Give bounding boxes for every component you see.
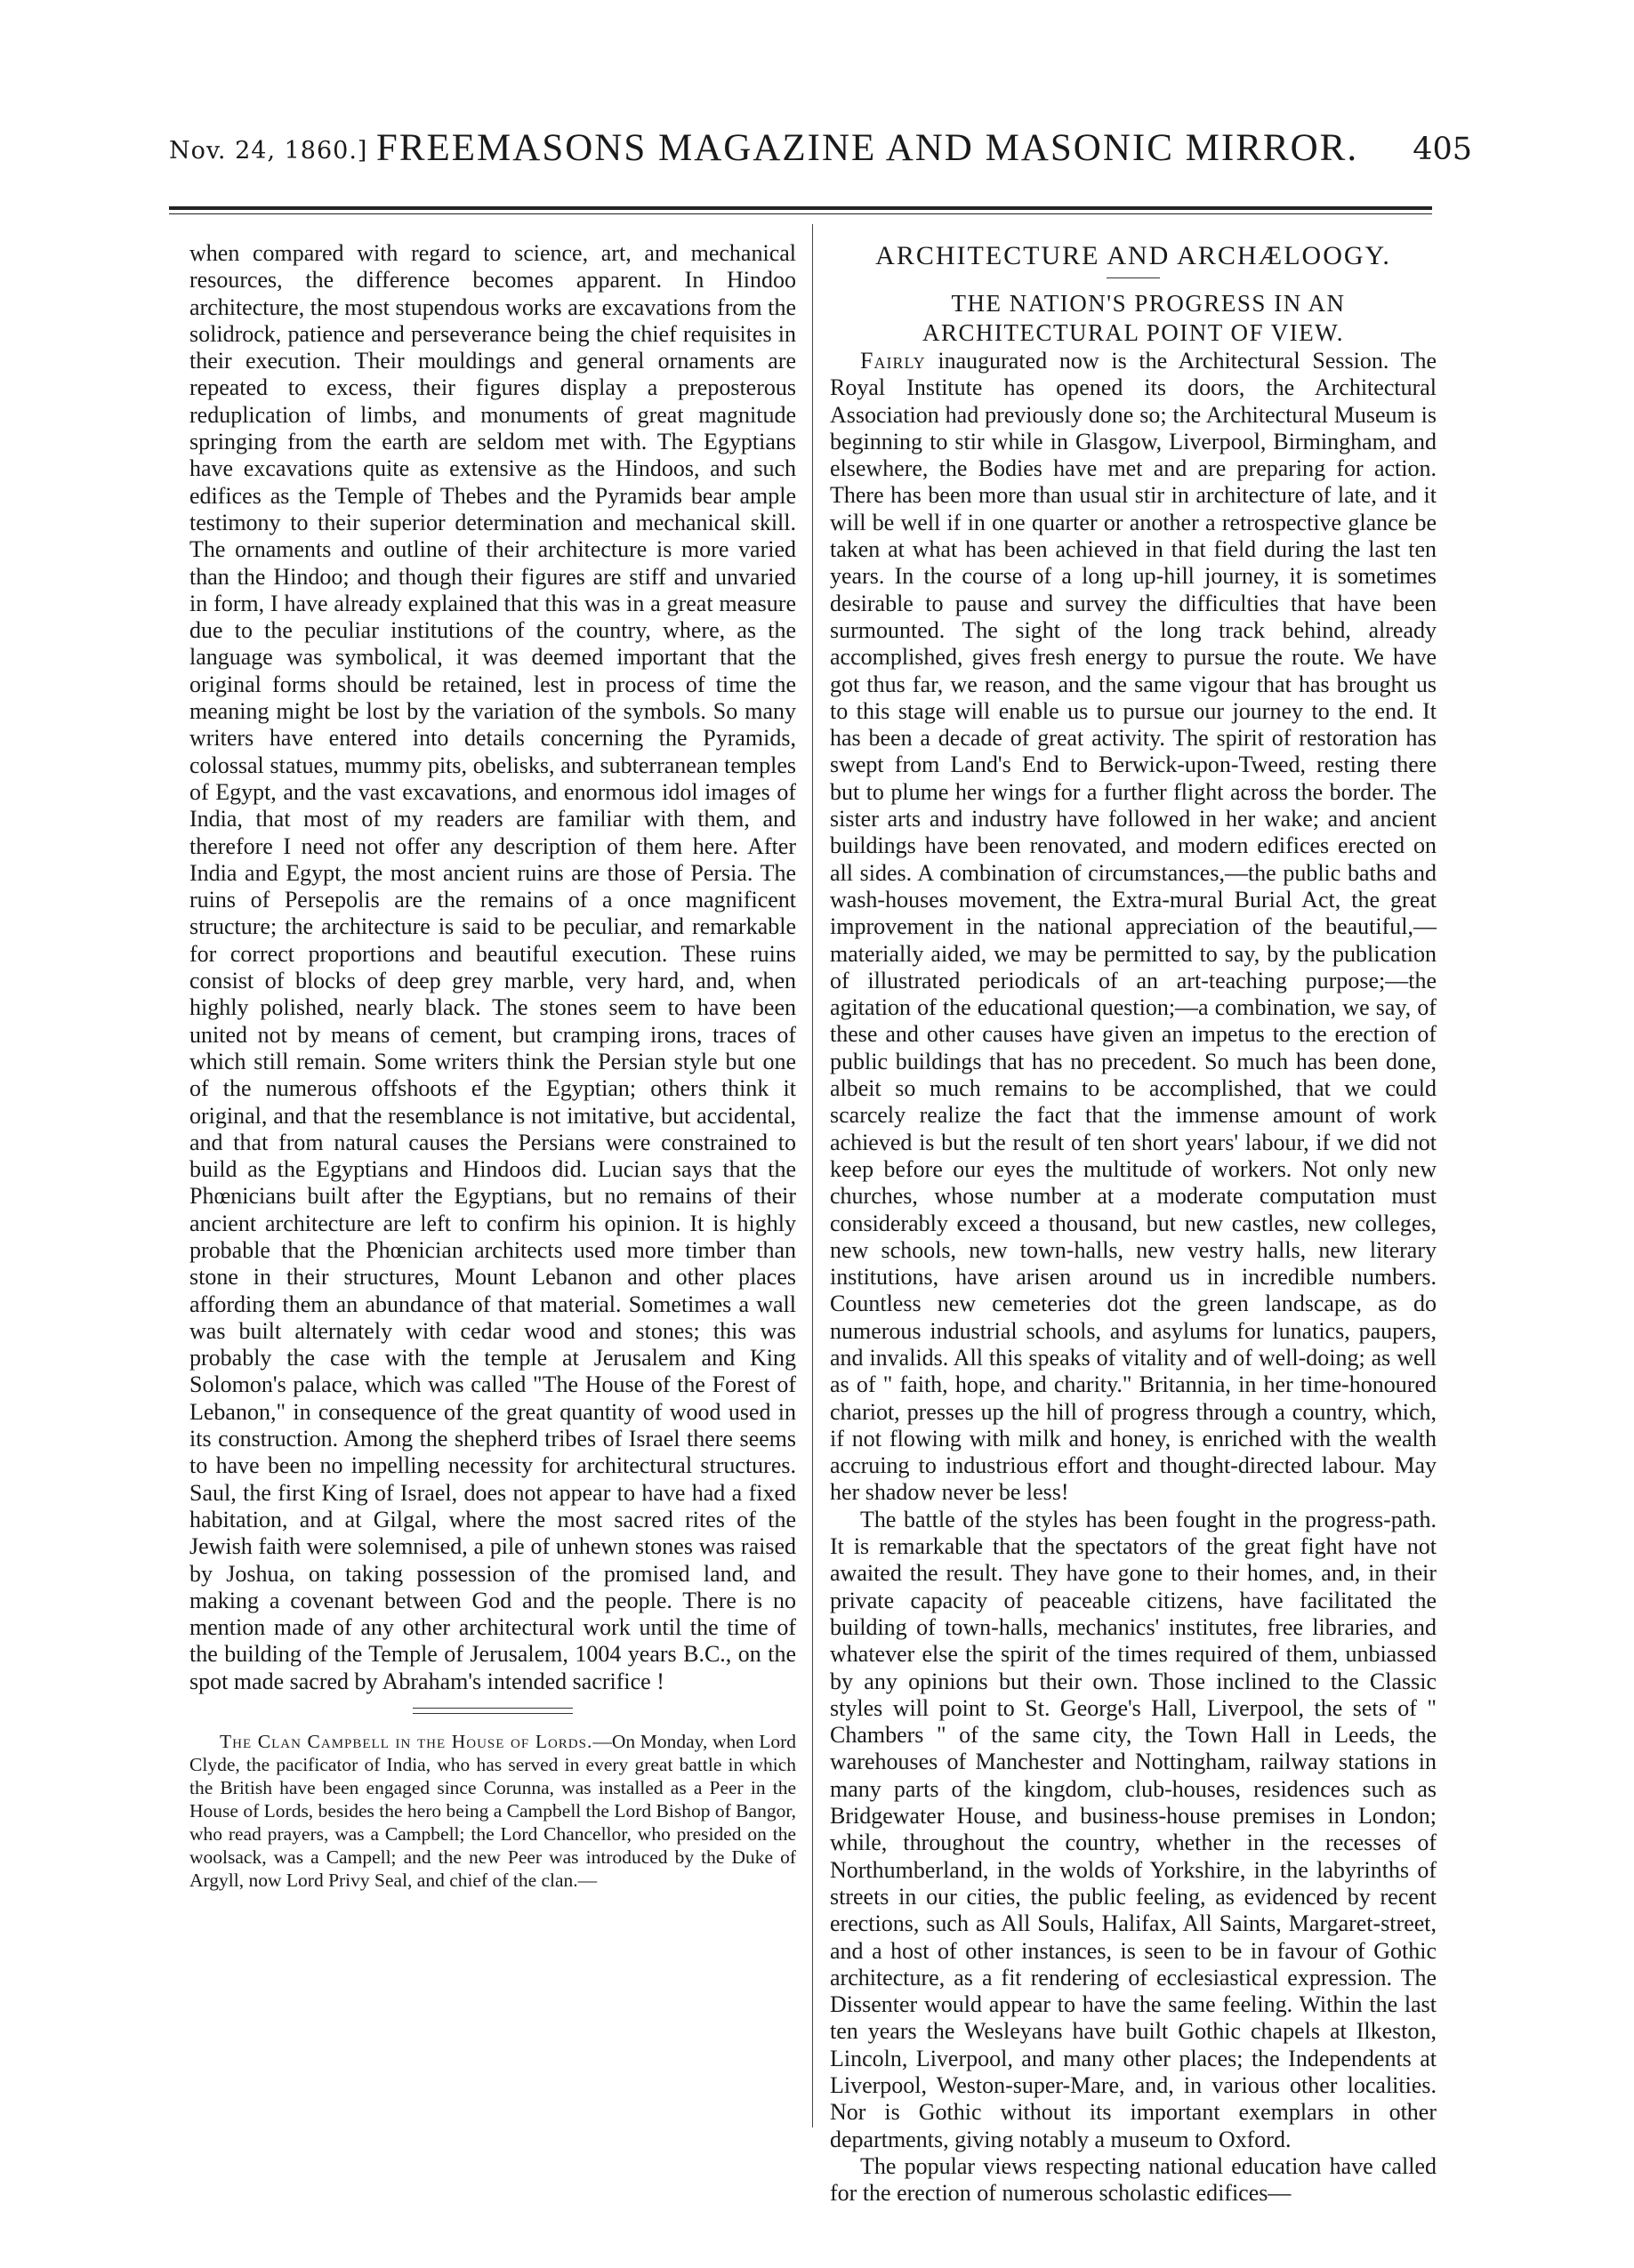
section-rule: [1107, 277, 1160, 278]
header-rule-thick: [169, 206, 1432, 210]
page-number: 405: [1413, 132, 1472, 167]
right-paragraph-2: The battle of the styles has been fought in the progress-path. It is remarkable that the spectators of the great fight have not awaited the result. They have gone to their homes, and, in their private capacity of peaceable citizens, have facilitated the building of town-halls, mechanics' institutes, free libraries, and whatever else the spirit of the times required of them, unbiassed by any opinions but their own. Those inclined to the Classic styles will point to St. George's Hall, Liverpool, the sets of " Chambers " of the same city, the Town Hall in Leeds, the warehouses of Manchester and Nottingham, railway stations in many parts of the kingdom, club-houses, residences such as Bridgewater House, and business-house premises in London; while, throughout the country, whether in the recesses of Northumberland, in the wolds of Yorkshire, in the labyrinths of streets in our cities, the public feeling, as evidenced by recent erections, such as All Souls, Halifax, All Saints, Margaret-street, and a host of other instances, is seen to be in favour of Gothic architecture, as a fit rendering of ecclesiastical expression. The Dissenter would appear to have the same feeling. Within the last ten years the Wesleyans have built Gothic chapels at Ilkeston, Lincoln, Liverpool, and many other places; the Independents at Liverpool, Weston-super-Mare, and, in various other localities. Nor is Gothic without its important exemplars in other departments, giving notably a museum to Oxford.: [830, 1506, 1437, 2152]
clan-campbell-note: [189, 1730, 796, 1892]
header-rule-thin: [169, 213, 1432, 214]
column-divider: [812, 224, 813, 2127]
right-paragraph-1: [830, 348, 1437, 1507]
note-heading: The Clan Campbell in the House of Lords.: [220, 1731, 593, 1753]
lead-word: Fairly: [860, 348, 926, 374]
right-paragraph-3: The popular views respecting national education have called for the erection of numerous scholastic edifices—: [830, 2152, 1437, 2207]
article-separator: [413, 1708, 573, 1714]
note-text: —On Monday, when Lord Clyde, the pacificator of India, who has served in every great battle in which the British have been engaged since Corunna, was installed as a Peer in the House of Lords, besides the hero being a Campbell the Lord Bishop of Bangor, who read prayers, was a Campbell; the Lord Chancellor, who presided on the woolsack, was a Campell; and the new Peer was introduced by the Duke of Argyll, now Lord Privy Seal, and chief of the clan.—: [189, 1731, 796, 1892]
section-heading: ARCHITECTURE AND ARCHÆLOOGY.: [875, 241, 1391, 270]
issue-date: Nov. 24, 1860.]: [169, 137, 368, 165]
article-title: THE NATION'S PROGRESS IN AN ARCHITECTURAL POINT OF VIEW.: [922, 290, 1346, 346]
right-paragraph-1-text: inaugurated now is the Architectural Session. The Royal Institute has opened its doors, the Architectural Association had previously done so; the Architectural Museum is beginning to stir while in Glasgow, Liverpool, Birmingham, and elsewhere, the Bodies have met and are preparing for action. There has been more than usual stir in architecture of late, and it will be well if in one quarter or another a retrospective glance be taken at what has been achieved in that field during the last ten years. In the course of a long up-hill journey, it is sometimes desirable to pause and survey the difficulties that have been surmounted. The sight of the long track behind, already accomplished, gives fresh energy to pursue the route. We have got thus far, we reason, and the same vigour that has brought us to this stage will enable us to pursue our journey to the end. It has been a decade of great activity. The spirit of restoration has swept from Land's End to Berwick-upon-Tweed, resting there but to plume her wings for a further flight across the border. The sister arts and industry have followed in her wake; and ancient buildings have been renovated, and modern edifices erected on all sides. A combination of circumstances,—the public baths and wash-houses movement, the Extra-mural Burial Act, the great improvement in the national appreciation of the beautiful,—materially aided, we may be permitted to say, by the publication of illustrated periodicals of an art-teaching purpose;—the agitation of the educational question;—a combination, we say, of these and other causes have given an impetus to the erection of public buildings that has no precedent. So much has been done, albeit so much remains to be accomplished, that we could scarcely realize the fact that the immense amount of work achieved is but the result of ten short years' labour, if we did not keep before our eyes the multitude of workers. Not only new churches, whose number at a moderate computation must considerably exceed a thousand, but new castles, new colleges, new schools, new town-halls, new vestry halls, new literary institutions, have arisen around us in incredible numbers. Countless new cemeteries dot the green landscape, as do numerous industrial schools, and asylums for lunatics, paupers, and invalids. All this speaks of vitality and of well-doing; as well as of " faith, hope, and charity." Britannia, in her time-honoured chariot, presses up the hill of progress through a country, which, if not flowing with milk and honey, is enriched with the wealth accruing to industrious effort and thought-directed labour. May her shadow never be less!: [830, 348, 1437, 1506]
right-column: [830, 240, 1437, 2207]
left-column: [189, 240, 796, 1892]
masthead-title: FREEMASONS MAGAZINE AND MASONIC MIRROR.: [375, 127, 1359, 169]
left-paragraph-1: when compared with regard to science, art, and mechanical resources, the difference becomes apparent. In Hindoo architecture, the most stupendous works are excavations from the solidrock, patience and perseverance being the chief requisites in their execution. Their mouldings and general ornaments are repeated to excess, their figures display a preposterous reduplication of limbs, and monuments of great magnitude springing from the earth are seldom met with. The Egyptians have excavations quite as extensive as the Hindoos, and such edifices as the Temple of Thebes and the Pyramids bear ample testimony to their superior determination and mechanical skill. The ornaments and outline of their architecture is more varied than the Hindoo; and though their figures are stiff and unvaried in form, I have already explained that this was in a great measure due to the peculiar institutions of the country, where, as the language was symbolical, it was deemed important that the original forms should be retained, lest in process of time the meaning might be lost by the variation of the symbols. So many writers have entered into details concerning the Pyramids, colossal statues, mummy pits, obelisks, and subterranean temples of Egypt, and the vast excavations, and enormous idol images of India, that most of my readers are familiar with them, and therefore I need not offer any description of them here. After India and Egypt, the most ancient ruins are those of Persia. The ruins of Persepolis are the remains of a once magnificent structure; the architecture is said to be peculiar, and remarkable for correct proportions and beautiful execution. These ruins consist of blocks of deep grey marble, very hard, and, when highly polished, nearly black. The stones seem to have been united not by means of cement, but cramping irons, traces of which still remain. Some writers think the Persian style but one of the numerous offshoots ef the Egyptian; others think it original, and that the resemblance is not imitative, but accidental, and that from natural causes the Persians were constrained to build as the Egyptians and Hindoos did. Lucian says that the Phœnicians built after the Egyptians, but no remains of their ancient architecture are left to confirm his opinion. It is highly probable that the Phœnician architects used more timber than stone in their structures, Mount Lebanon and other places affording them an abundance of that material. Sometimes a wall was built alternately with cedar wood and stones; this was probably the case with the temple at Jerusalem and King Solomon's palace, which was called "The House of the Forest of Lebanon," in consequence of the great quantity of wood used in its construction. Among the shepherd tribes of Israel there seems to have been no impelling necessity for architectural structures. Saul, the first King of Israel, does not appear to have had a fixed habitation, and at Gilgal, where the most sacred rites of the Jewish faith were solemnised, a pile of unhewn stones was raised by Joshua, on taking possession of the promised land, and making a covenant between God and the people. There is no mention made of any other architectural work until the time of the building of the Temple of Jerusalem, 1004 years B.C., on the spot made sacred by Abraham's intended sacrifice !: [189, 240, 796, 1694]
page-header: [169, 125, 1481, 178]
